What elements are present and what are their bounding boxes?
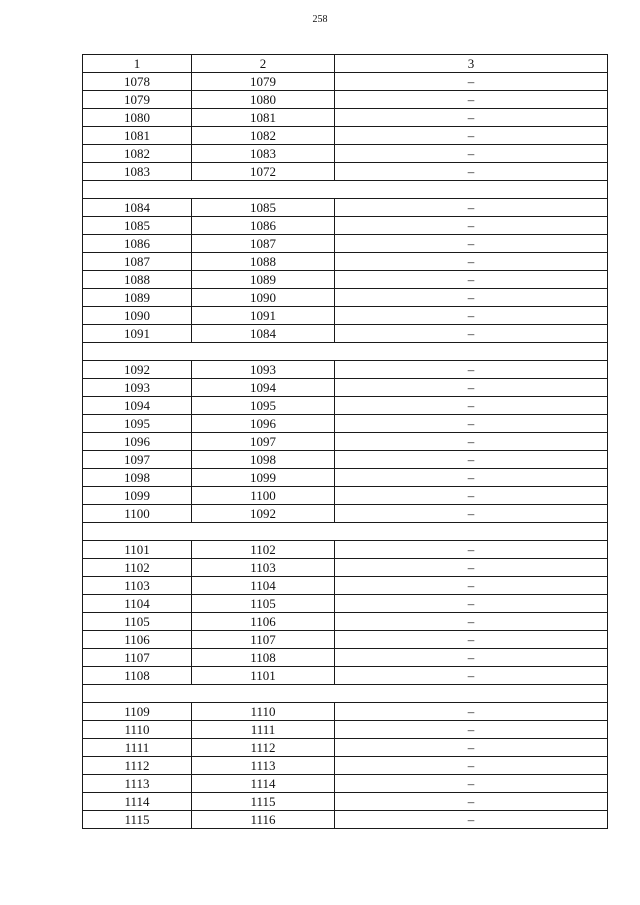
table-cell-col-1: 1085 bbox=[83, 217, 192, 235]
table-cell-col-3: – bbox=[335, 145, 608, 163]
table-cell-col-3: – bbox=[335, 379, 608, 397]
table-cell-col-1: 1097 bbox=[83, 451, 192, 469]
table-cell-col-2: 1080 bbox=[192, 91, 335, 109]
table-cell-col-3: – bbox=[335, 505, 608, 523]
table-cell-col-2: 1089 bbox=[192, 271, 335, 289]
table-cell-col-3: – bbox=[335, 289, 608, 307]
table-cell-col-2: 1086 bbox=[192, 217, 335, 235]
table-cell-col-1: 1095 bbox=[83, 415, 192, 433]
table-cell-col-3: – bbox=[335, 253, 608, 271]
table-row bbox=[83, 541, 608, 559]
table-cell-col-3: – bbox=[335, 775, 608, 793]
table-cell-col-1: 1110 bbox=[83, 721, 192, 739]
table-row bbox=[83, 145, 608, 163]
table-cell-col-1: 1098 bbox=[83, 469, 192, 487]
table-cell-col-3: – bbox=[335, 127, 608, 145]
table-cell-col-1: 1088 bbox=[83, 271, 192, 289]
table-cell-col-2: 1097 bbox=[192, 433, 335, 451]
table-cell-col-3: – bbox=[335, 721, 608, 739]
table-cell-col-3: – bbox=[335, 667, 608, 685]
table-cell-col-1: 1105 bbox=[83, 613, 192, 631]
table-row bbox=[83, 127, 608, 145]
table-cell-col-3: – bbox=[335, 199, 608, 217]
table-cell-col-3: – bbox=[335, 361, 608, 379]
table-cell-col-2: 1087 bbox=[192, 235, 335, 253]
table-row bbox=[83, 307, 608, 325]
table-cell-col-1: 1094 bbox=[83, 397, 192, 415]
table-row bbox=[83, 505, 608, 523]
table-cell-col-2: 1085 bbox=[192, 199, 335, 217]
table-row bbox=[83, 451, 608, 469]
table-cell-col-2: 1099 bbox=[192, 469, 335, 487]
table-cell-col-1: 1100 bbox=[83, 505, 192, 523]
table-cell-col-2: 1072 bbox=[192, 163, 335, 181]
page-number: 258 bbox=[312, 14, 328, 25]
table-row bbox=[83, 217, 608, 235]
table-body bbox=[83, 73, 608, 829]
table-cell-col-1: 1115 bbox=[83, 811, 192, 829]
table-row bbox=[83, 415, 608, 433]
table-row bbox=[83, 325, 608, 343]
table-cell-col-1: 1083 bbox=[83, 163, 192, 181]
table-cell-col-2: 1090 bbox=[192, 289, 335, 307]
table-cell-col-2: 1112 bbox=[192, 739, 335, 757]
table-row bbox=[83, 91, 608, 109]
group-separator-row bbox=[83, 685, 608, 703]
table-cell-col-1: 1109 bbox=[83, 703, 192, 721]
table-row bbox=[83, 433, 608, 451]
table-cell-col-3: – bbox=[335, 739, 608, 757]
table-cell-col-2: 1108 bbox=[192, 649, 335, 667]
table-cell-col-3: – bbox=[335, 109, 608, 127]
table-row bbox=[83, 811, 608, 829]
table-header bbox=[83, 55, 608, 73]
table-cell-col-3: – bbox=[335, 433, 608, 451]
table-cell-col-1: 1108 bbox=[83, 667, 192, 685]
table-cell-col-2: 1096 bbox=[192, 415, 335, 433]
table-cell-col-3: – bbox=[335, 163, 608, 181]
table-cell-col-2: 1095 bbox=[192, 397, 335, 415]
table-cell-col-1: 1113 bbox=[83, 775, 192, 793]
table-cell-col-3: – bbox=[335, 649, 608, 667]
table-cell-col-1: 1091 bbox=[83, 325, 192, 343]
table-row bbox=[83, 667, 608, 685]
table-cell-col-3: – bbox=[335, 811, 608, 829]
table-cell-col-2: 1105 bbox=[192, 595, 335, 613]
table-row bbox=[83, 487, 608, 505]
table-cell-col-1: 1107 bbox=[83, 649, 192, 667]
table-cell-col-3: – bbox=[335, 613, 608, 631]
table-cell-col-2: 1103 bbox=[192, 559, 335, 577]
table-row bbox=[83, 397, 608, 415]
table-cell-col-1: 1087 bbox=[83, 253, 192, 271]
table-cell-col-1: 1081 bbox=[83, 127, 192, 145]
table-cell-col-1: 1096 bbox=[83, 433, 192, 451]
column-header: 1 bbox=[83, 55, 192, 73]
table-cell-col-3: – bbox=[335, 91, 608, 109]
table-cell-col-2: 1115 bbox=[192, 793, 335, 811]
table-cell-col-2: 1093 bbox=[192, 361, 335, 379]
table-cell-col-3: – bbox=[335, 415, 608, 433]
separator-cell bbox=[83, 343, 608, 361]
separator-cell bbox=[83, 685, 608, 703]
table-row bbox=[83, 289, 608, 307]
table-cell-col-3: – bbox=[335, 271, 608, 289]
table-row bbox=[83, 775, 608, 793]
table-cell-col-2: 1084 bbox=[192, 325, 335, 343]
table-cell-col-1: 1112 bbox=[83, 757, 192, 775]
table-cell-col-3: – bbox=[335, 469, 608, 487]
data-table bbox=[82, 54, 608, 829]
table-cell-col-1: 1090 bbox=[83, 307, 192, 325]
table-cell-col-3: – bbox=[335, 757, 608, 775]
table-cell-col-1: 1079 bbox=[83, 91, 192, 109]
table-cell-col-1: 1080 bbox=[83, 109, 192, 127]
table-cell-col-2: 1102 bbox=[192, 541, 335, 559]
table-cell-col-3: – bbox=[335, 217, 608, 235]
table-row bbox=[83, 379, 608, 397]
table-cell-col-3: – bbox=[335, 793, 608, 811]
table-cell-col-3: – bbox=[335, 325, 608, 343]
table-row bbox=[83, 235, 608, 253]
table-cell-col-3: – bbox=[335, 559, 608, 577]
table-row bbox=[83, 739, 608, 757]
table-row bbox=[83, 361, 608, 379]
table-cell-col-1: 1103 bbox=[83, 577, 192, 595]
table-cell-col-1: 1114 bbox=[83, 793, 192, 811]
table-cell-col-2: 1116 bbox=[192, 811, 335, 829]
table-row bbox=[83, 73, 608, 91]
table-cell-col-2: 1111 bbox=[192, 721, 335, 739]
table-row bbox=[83, 793, 608, 811]
table-cell-col-2: 1114 bbox=[192, 775, 335, 793]
table-cell-col-2: 1113 bbox=[192, 757, 335, 775]
table-row bbox=[83, 199, 608, 217]
table-cell-col-2: 1101 bbox=[192, 667, 335, 685]
table-cell-col-2: 1110 bbox=[192, 703, 335, 721]
table-cell-col-3: – bbox=[335, 487, 608, 505]
table-cell-col-1: 1093 bbox=[83, 379, 192, 397]
table-cell-col-2: 1079 bbox=[192, 73, 335, 91]
table-cell-col-2: 1104 bbox=[192, 577, 335, 595]
group-separator-row bbox=[83, 523, 608, 541]
table-cell-col-1: 1082 bbox=[83, 145, 192, 163]
table-cell-col-1: 1086 bbox=[83, 235, 192, 253]
table-cell-col-3: – bbox=[335, 397, 608, 415]
table-cell-col-2: 1081 bbox=[192, 109, 335, 127]
table-row bbox=[83, 271, 608, 289]
table-cell-col-2: 1091 bbox=[192, 307, 335, 325]
table-row bbox=[83, 631, 608, 649]
table-cell-col-3: – bbox=[335, 577, 608, 595]
table-cell-col-2: 1083 bbox=[192, 145, 335, 163]
separator-cell bbox=[83, 181, 608, 199]
table-cell-col-3: – bbox=[335, 73, 608, 91]
table-row bbox=[83, 649, 608, 667]
table-cell-col-3: – bbox=[335, 595, 608, 613]
table-cell-col-2: 1107 bbox=[192, 631, 335, 649]
table-row bbox=[83, 613, 608, 631]
table-row bbox=[83, 577, 608, 595]
group-separator-row bbox=[83, 181, 608, 199]
table-cell-col-1: 1078 bbox=[83, 73, 192, 91]
table-cell-col-3: – bbox=[335, 235, 608, 253]
table-cell-col-1: 1089 bbox=[83, 289, 192, 307]
table-cell-col-2: 1100 bbox=[192, 487, 335, 505]
table-row bbox=[83, 703, 608, 721]
table-row bbox=[83, 595, 608, 613]
table-cell-col-2: 1094 bbox=[192, 379, 335, 397]
table-cell-col-2: 1098 bbox=[192, 451, 335, 469]
table-row bbox=[83, 469, 608, 487]
table-cell-col-3: – bbox=[335, 451, 608, 469]
table-cell-col-3: – bbox=[335, 307, 608, 325]
table-row bbox=[83, 163, 608, 181]
table-row bbox=[83, 757, 608, 775]
table-cell-col-1: 1099 bbox=[83, 487, 192, 505]
column-header: 2 bbox=[192, 55, 335, 73]
table-cell-col-1: 1101 bbox=[83, 541, 192, 559]
table-row bbox=[83, 721, 608, 739]
table-cell-col-2: 1088 bbox=[192, 253, 335, 271]
column-header: 3 bbox=[335, 55, 608, 73]
header-row bbox=[83, 55, 608, 73]
table-row bbox=[83, 109, 608, 127]
table-cell-col-1: 1106 bbox=[83, 631, 192, 649]
table-cell-col-3: – bbox=[335, 541, 608, 559]
table-cell-col-2: 1106 bbox=[192, 613, 335, 631]
group-separator-row bbox=[83, 343, 608, 361]
table-cell-col-1: 1084 bbox=[83, 199, 192, 217]
table-row bbox=[83, 253, 608, 271]
table-cell-col-3: – bbox=[335, 631, 608, 649]
table-cell-col-1: 1111 bbox=[83, 739, 192, 757]
table-row bbox=[83, 559, 608, 577]
table-cell-col-2: 1092 bbox=[192, 505, 335, 523]
table-cell-col-1: 1104 bbox=[83, 595, 192, 613]
table-cell-col-1: 1092 bbox=[83, 361, 192, 379]
separator-cell bbox=[83, 523, 608, 541]
table-cell-col-1: 1102 bbox=[83, 559, 192, 577]
table-cell-col-2: 1082 bbox=[192, 127, 335, 145]
table-cell-col-3: – bbox=[335, 703, 608, 721]
